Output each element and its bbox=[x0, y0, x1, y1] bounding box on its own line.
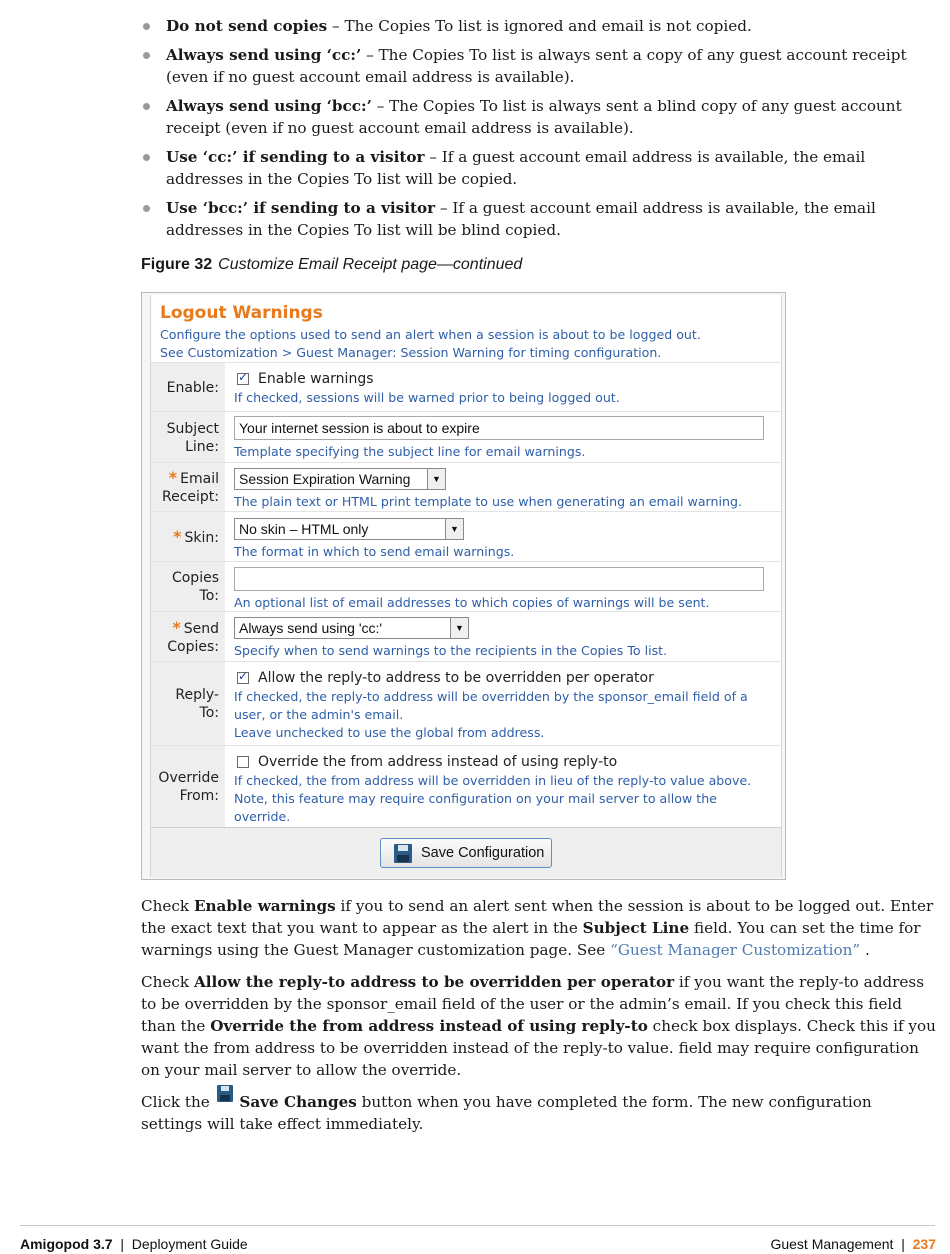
override-from-hint: Note, this feature may require configuration on your mail server to allow the bbox=[234, 791, 717, 806]
reply-to-value bbox=[234, 668, 777, 742]
enable-value bbox=[234, 369, 777, 407]
send-copies-hint: Specify when to send warnings to the recipients in the Copies To list. bbox=[234, 643, 668, 658]
send-copies-selected: Always send using 'cc:' bbox=[239, 620, 383, 636]
reply-to-hint: If checked, the reply-to address will be overridden by the sponsor_email field of a bbox=[234, 689, 748, 704]
override-from-row bbox=[151, 745, 781, 828]
enable-label: Enable: bbox=[151, 363, 225, 412]
send-copies-label: * Send Copies: bbox=[151, 612, 225, 662]
send-copies-row bbox=[151, 611, 781, 662]
save-configuration-label: Save Configuration bbox=[421, 845, 545, 861]
footer-product: Amigopod 3.7 bbox=[20, 1236, 113, 1252]
copies-to-value bbox=[234, 567, 777, 612]
list-item bbox=[141, 95, 936, 139]
enable-hint: If checked, sessions will be warned prior to being logged out. bbox=[234, 390, 620, 405]
option-list bbox=[141, 15, 936, 248]
skin-hint: The format in which to send email warnings. bbox=[234, 544, 515, 559]
figure-label: Figure 32 bbox=[141, 256, 213, 273]
bullet-icon bbox=[143, 103, 150, 110]
logout-warnings-form bbox=[150, 295, 782, 877]
override-from-value bbox=[234, 752, 777, 826]
copies-to-input[interactable] bbox=[234, 567, 764, 591]
footer-left bbox=[20, 1236, 248, 1252]
bullet-term: Always send using ‘cc:’ bbox=[166, 46, 362, 64]
skin-label: * Skin: bbox=[151, 512, 225, 562]
paragraph-reply-to: Check Allow the reply-to address to be overridden per operator if you want the reply-to address to be overridden by the sponsor_email field of the user or the admin’s email. If you check this field than the Override the from address instead of using reply-to check box displays. Check this if you want the from address to be overridden instead of the reply-to value. field may require configuration on your mail server to allow the override. bbox=[141, 973, 936, 1079]
reply-to-row bbox=[151, 661, 781, 746]
paragraph-save: Click the Save Changes button when you have completed the form. The new configuration settings will take effect immediately. bbox=[141, 1091, 936, 1135]
copies-to-row bbox=[151, 561, 781, 612]
bullet-icon bbox=[143, 154, 150, 161]
dropdown-arrow-icon[interactable]: ▼ bbox=[450, 618, 468, 638]
footer-right bbox=[770, 1236, 936, 1252]
override-from-label: Override From: bbox=[151, 746, 225, 828]
list-item bbox=[141, 15, 936, 37]
enable-warnings-option[interactable] bbox=[234, 369, 777, 389]
override-from-hint: override. bbox=[234, 809, 291, 824]
footer-separator: | bbox=[120, 1236, 124, 1252]
footer-separator: | bbox=[901, 1236, 905, 1252]
bullet-icon bbox=[143, 205, 150, 212]
dropdown-arrow-icon[interactable]: ▼ bbox=[427, 469, 445, 489]
enable-warnings-label: Enable warnings bbox=[258, 371, 374, 387]
footer-guide: Deployment Guide bbox=[131, 1236, 248, 1252]
floppy-disk-icon bbox=[217, 1085, 233, 1102]
required-star-icon: * bbox=[172, 617, 181, 637]
skin-select[interactable] bbox=[234, 518, 464, 540]
override-from-hint: If checked, the from address will be overridden in lieu of the reply-to value above. bbox=[234, 773, 752, 788]
form-desc-line: Configure the options used to send an alert when a session is about to be logged out. bbox=[160, 327, 701, 342]
reply-to-option[interactable] bbox=[234, 668, 777, 688]
list-item bbox=[141, 197, 936, 241]
bullet-icon bbox=[143, 52, 150, 59]
reply-to-hint: Leave unchecked to use the global from address. bbox=[234, 725, 545, 740]
guest-manager-customization-link[interactable]: “Guest Manager Customization” bbox=[610, 941, 861, 959]
skin-row bbox=[151, 511, 781, 562]
form-title: Logout Warnings bbox=[160, 303, 323, 323]
screenshot-figure bbox=[141, 292, 786, 880]
reply-to-hint: user, or the admin's email. bbox=[234, 707, 404, 722]
enable-warnings-checkbox[interactable] bbox=[237, 373, 249, 385]
email-receipt-hint: The plain text or HTML print template to use when generating an email warning. bbox=[234, 494, 742, 509]
enable-row bbox=[151, 362, 781, 412]
page-number: 237 bbox=[912, 1236, 936, 1252]
save-configuration-button[interactable] bbox=[380, 838, 552, 868]
bullet-text: – If a guest account email address is available, the email addresses in the Copies To list will be blind copied. bbox=[166, 199, 876, 239]
subject-value bbox=[234, 416, 777, 461]
reply-to-checkbox-label: Allow the reply-to address to be overridden per operator bbox=[258, 670, 654, 686]
footer-section: Guest Management bbox=[770, 1236, 894, 1252]
bullet-text: – The Copies To list is ignored and email is not copied. bbox=[327, 17, 752, 35]
reply-to-label: Reply- To: bbox=[151, 662, 225, 746]
bullet-term: Always send using ‘bcc:’ bbox=[166, 97, 372, 115]
skin-value bbox=[234, 518, 777, 561]
floppy-disk-icon bbox=[394, 844, 412, 863]
form-description bbox=[160, 326, 701, 362]
bullet-term: Use ‘bcc:’ if sending to a visitor bbox=[166, 199, 436, 217]
subject-row bbox=[151, 411, 781, 463]
skin-selected: No skin – HTML only bbox=[239, 521, 369, 537]
email-receipt-row bbox=[151, 462, 781, 512]
bullet-term: Do not send copies bbox=[166, 17, 328, 35]
list-item bbox=[141, 44, 936, 88]
required-star-icon: * bbox=[168, 468, 178, 487]
email-receipt-select[interactable] bbox=[234, 468, 446, 490]
list-item bbox=[141, 146, 936, 190]
send-copies-value bbox=[234, 617, 777, 660]
copies-to-hint: An optional list of email addresses to which copies of warnings will be sent. bbox=[234, 595, 710, 610]
footer-divider bbox=[20, 1225, 935, 1226]
form-desc-line: See Customization > Guest Manager: Session Warning for timing configuration. bbox=[160, 345, 662, 360]
subject-label: Subject Line: bbox=[151, 412, 225, 463]
paragraph-enable-warnings: Check Enable warnings if you to send an alert sent when the session is about to be logged out. Enter the exact text that you want to appear as the alert in the Subject Line field. You can set the time for warnings using the Guest Manager customization page. See “Guest Manager Customization” . bbox=[141, 897, 934, 959]
copies-to-label: Copies To: bbox=[151, 562, 225, 612]
subject-hint: Template specifying the subject line for email warnings. bbox=[234, 444, 586, 459]
bullet-term: Use ‘cc:’ if sending to a visitor bbox=[166, 148, 425, 166]
override-from-checkbox[interactable] bbox=[237, 756, 249, 768]
email-receipt-selected: Session Expiration Warning bbox=[239, 471, 411, 487]
override-from-checkbox-label: Override the from address instead of using reply-to bbox=[258, 754, 618, 770]
bullet-text: – The Copies To list is always sent a copy of any guest account receipt (even if no guest account email address is available). bbox=[166, 46, 907, 86]
bullet-text: – If a guest account email address is available, the email addresses in the Copies To list will be copied. bbox=[166, 148, 866, 188]
figure-caption-text: Customize Email Receipt page—continued bbox=[218, 256, 523, 273]
bullet-text: – The Copies To list is always sent a blind copy of any guest account receipt (even if no guest account email address is available). bbox=[166, 97, 902, 137]
bullet-icon bbox=[143, 23, 150, 30]
reply-to-checkbox[interactable] bbox=[237, 672, 249, 684]
override-from-option[interactable] bbox=[234, 752, 777, 772]
form-actions bbox=[151, 827, 781, 878]
dropdown-arrow-icon[interactable]: ▼ bbox=[445, 519, 463, 539]
subject-line-input[interactable]: Your internet session is about to expire bbox=[234, 416, 764, 440]
email-receipt-label: * Email Receipt: bbox=[151, 463, 225, 512]
figure-caption bbox=[141, 256, 522, 274]
required-star-icon: * bbox=[173, 526, 182, 546]
email-receipt-value bbox=[234, 468, 777, 511]
send-copies-select[interactable] bbox=[234, 617, 469, 639]
